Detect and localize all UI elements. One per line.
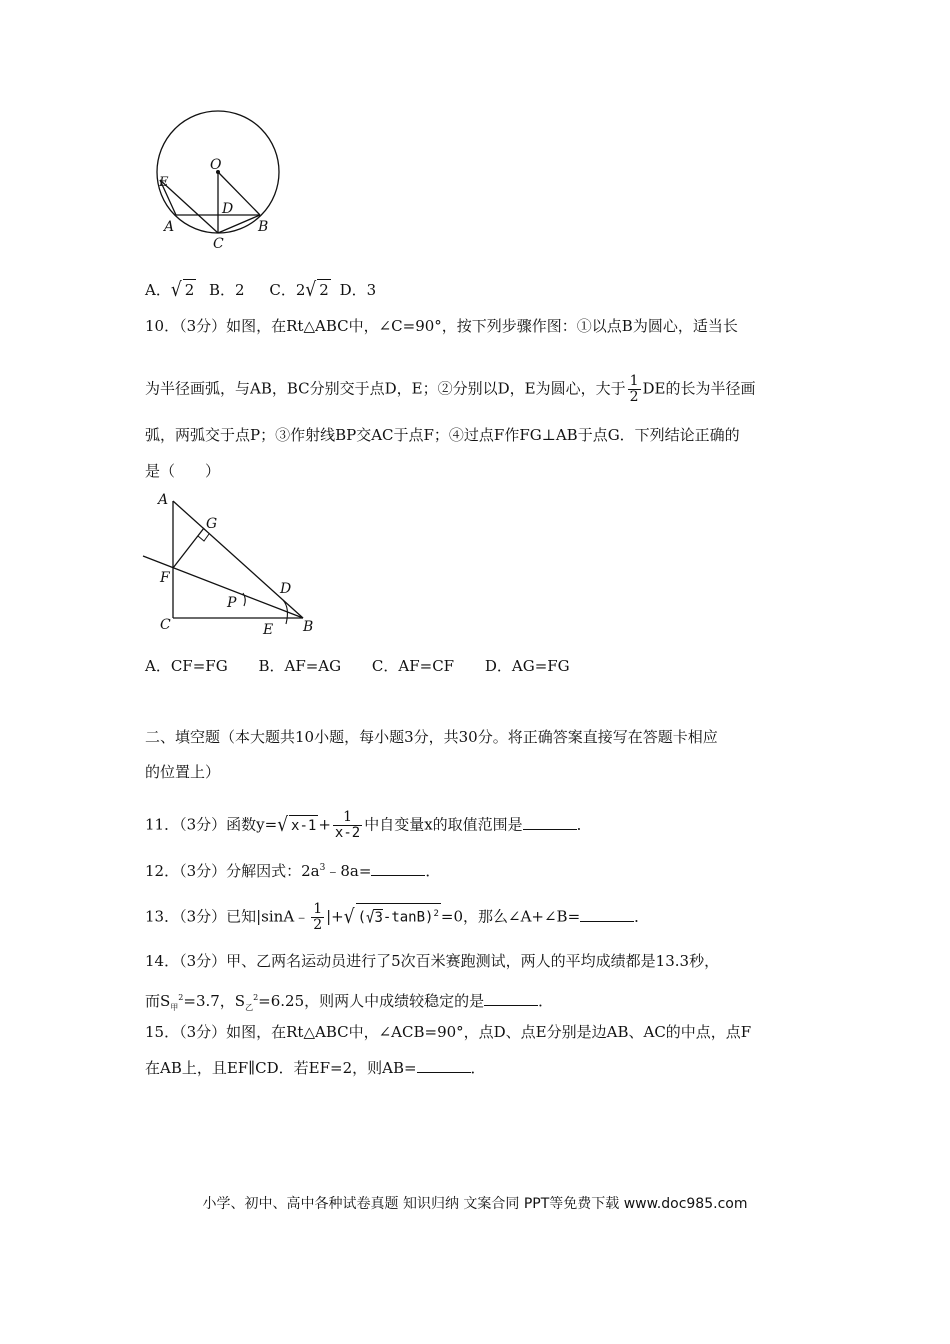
- q10-options: [145, 656, 570, 676]
- label-b-2: B: [303, 619, 314, 635]
- q9-options: [145, 279, 376, 300]
- q14-answer-blank[interactable]: [484, 991, 538, 1006]
- q15-line-1: 15．（3分）如图，在Rt△ABC中，∠ACB=90°，点D、点E分别是边AB、AC的中点，点F: [145, 1023, 752, 1041]
- q14-line-1: 14．（3分）甲、乙两名运动员进行了5次百米赛跑测试，两人的平均成绩都是13.3秒，: [145, 952, 720, 970]
- label-o: O: [210, 157, 222, 173]
- label-f: F: [160, 570, 170, 586]
- label-c-2: C: [160, 617, 171, 633]
- q10-line-3: 弧，两弧交于点P；③作射线BP交AC于点F；④过点F作FG⊥AB于点G．下列结论正确的: [145, 426, 740, 444]
- label-d-2: D: [280, 581, 292, 597]
- q13-fraction: $\frac{1}{2}$: [313, 901, 323, 933]
- segment-cb: [218, 215, 260, 233]
- page-footer: 小学、初中、高中各种试卷真题 知识归纳 文案合同 PPT等免费下载 www.doc985.com: [202, 1196, 748, 1212]
- q9-option-d: D．3: [339, 281, 377, 299]
- label-b: B: [258, 219, 269, 235]
- q9-option-a: A．√ 2: [145, 278, 195, 302]
- triangle-figure: [140, 488, 325, 638]
- q13: 13．（3分）已知|sinA﹣ $\frac{1}{2}$ |+√ $(√3-\tan B)^2 =0$，那么∠A+∠B= ．: [145, 901, 650, 933]
- q9-option-c: C．2√ 2: [269, 278, 329, 302]
- q9-option-b: B．2: [209, 281, 245, 299]
- section2-heading-line1: 二、填空题（本大题共10小题，每小题3分，共30分。将正确答案直接写在答题卡相应: [145, 728, 718, 746]
- label-e-2: E: [263, 622, 274, 638]
- q12: 12．（3分）分解因式：$2a^3﹣8a=$ ．: [145, 862, 441, 880]
- label-d: D: [222, 201, 234, 217]
- q14-line-2: 而$S_甲^2=3.7$，$S_乙^2=6.25$，则两人中成绩较稳定的是 ．: [145, 992, 554, 1012]
- label-a: A: [164, 219, 175, 235]
- right-angle-mark-g: [198, 534, 209, 541]
- q10-fraction: $\frac{1}{2}$: [629, 373, 639, 405]
- segment-fg: [173, 528, 204, 568]
- q11-answer-blank[interactable]: [523, 815, 577, 830]
- label-e: E: [159, 175, 169, 190]
- q12-answer-blank[interactable]: [371, 861, 425, 876]
- q10-option-b: B．AF=AG: [258, 657, 342, 675]
- q10-option-d: D．AG=FG: [484, 657, 570, 675]
- label-p: P: [227, 595, 237, 611]
- q13-answer-blank[interactable]: [580, 907, 634, 922]
- label-a-2: A: [158, 492, 169, 508]
- q15-answer-blank[interactable]: [417, 1058, 471, 1073]
- section2-heading-line2: 的位置上）: [145, 763, 221, 781]
- q10-line-4: 是（ ）: [145, 462, 221, 480]
- q10-option-a: A．CF=FG: [145, 657, 228, 675]
- q11: 11．（3分）函数y=√ x-1 + $\frac{1}{x-2}$ 中自变量x的取值范围是 ．: [145, 809, 592, 841]
- ray-bp: [143, 556, 303, 618]
- q10-option-c: C．AF=CF: [371, 657, 455, 675]
- circle-figure: [160, 108, 295, 253]
- q15-line-2: 在AB上，且EF∥CD．若EF=2，则AB= ．: [145, 1059, 486, 1077]
- q10-line-1: 10．（3分）如图，在Rt△ABC中，∠C=90°，按下列步骤作图：①以点B为圆心，适当长: [145, 317, 738, 335]
- q11-fraction: $\frac{1}{x-2}$: [334, 809, 361, 841]
- q10-line-2: 为半径画弧，与AB，BC分别交于点D，E；②分别以D，E为圆心，大于 $\frac{1}{2}$ DE的长为半径画: [145, 373, 756, 405]
- label-c: C: [213, 236, 224, 252]
- label-g: G: [206, 516, 218, 532]
